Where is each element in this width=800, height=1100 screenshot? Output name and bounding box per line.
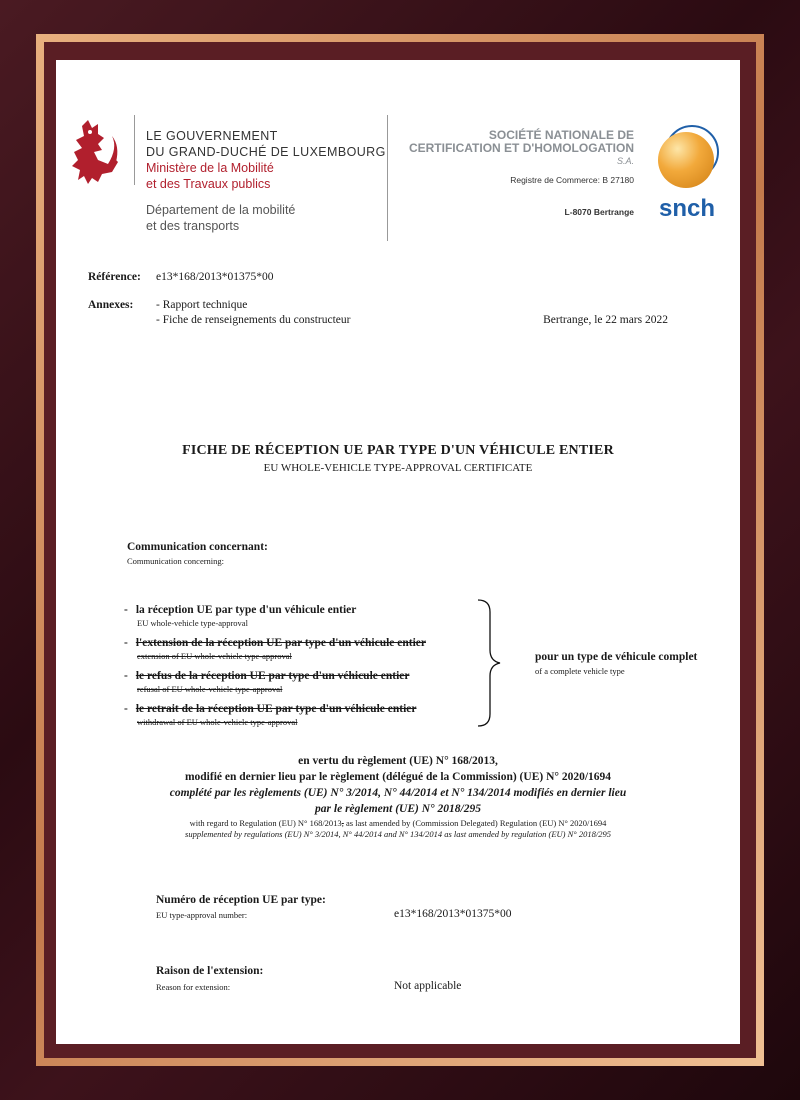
regulation-line5 xyxy=(56,818,740,828)
snch-line1: SOCIÉTÉ NATIONALE DE xyxy=(488,128,634,142)
item-en: EU whole-vehicle type-approval xyxy=(137,618,248,628)
communication-item xyxy=(124,666,409,694)
snch-sa: S.A. xyxy=(616,156,634,166)
certificate-document xyxy=(56,60,740,1044)
certificate-subtitle: EU WHOLE-VEHICLE TYPE-APPROVAL CERTIFICATE xyxy=(263,462,533,474)
header-divider-middle xyxy=(387,115,388,241)
reference-value: e13*168/2013*01375*00 xyxy=(156,271,274,283)
snch-logo xyxy=(652,124,722,219)
annexes-label: Annexes: xyxy=(88,299,134,311)
item-bullet: - xyxy=(124,670,128,682)
annex-1: - Rapport technique xyxy=(156,299,248,311)
ministry-line1: Ministère de la Mobilité xyxy=(146,161,274,175)
extension-value: Not applicable xyxy=(394,980,462,992)
gov-line2: DU GRAND-DUCHÉ DE LUXEMBOURG xyxy=(146,145,386,159)
regulation-line5-b: as last amended by (Commission Delegated) Regulation (EU) N° 2020/1694 xyxy=(343,818,607,828)
snch-line2: CERTIFICATION ET D'HOMOLOGATION xyxy=(408,141,634,155)
ministry-line2: et des Travaux publics xyxy=(146,177,271,191)
communication-item xyxy=(124,699,417,727)
snch-address: L-8070 Bertrange xyxy=(564,207,634,217)
certificate-title: FICHE DE RÉCEPTION UE PAR TYPE D'UN VÉHICULE ENTIER xyxy=(182,443,614,458)
item-fr: le refus de la réception UE par type d'un véhicule entier xyxy=(135,670,410,682)
item-bullet: - xyxy=(124,637,128,649)
snch-block xyxy=(396,129,634,217)
approval-label-en: EU type-approval number: xyxy=(156,910,248,920)
reference-label: Référence: xyxy=(88,271,141,283)
regulation-line3: complété par les règlements (UE) N° 3/2014, N° 44/2014 et N° 134/2014 modifiés en dernier lieu xyxy=(169,787,627,799)
vehicle-type-en: of a complete vehicle type xyxy=(535,666,625,676)
regulation-line1: en vertu du règlement (UE) N° 168/2013, xyxy=(298,755,498,767)
communication-item xyxy=(124,600,356,628)
item-fr: le retrait de la réception UE par type d'un véhicule entier xyxy=(135,703,417,715)
item-en: withdrawal of EU whole-vehicle type-approval xyxy=(137,717,298,727)
item-bullet: - xyxy=(124,604,128,616)
regulation-line2: modifié en dernier lieu par le règlement (délégué de la Commission) (UE) N° 2020/1694 xyxy=(184,771,612,783)
luxembourg-lion-logo xyxy=(68,118,122,188)
annex-2: - Fiche de renseignements du constructeur xyxy=(156,314,351,326)
communication-label-en: Communication concerning: xyxy=(127,556,225,566)
item-en: extension of EU whole-vehicle type-approval xyxy=(137,651,292,661)
extension-label-en: Reason for extension: xyxy=(156,982,231,992)
regulation-line5-strike: , xyxy=(341,818,344,828)
government-block xyxy=(146,128,386,234)
dept-line2: et des transports xyxy=(146,219,240,233)
regulation-line6: supplemented by regulations (EU) N° 3/2014, N° 44/2014 and N° 134/2014 as last amended by regulation (EU) N° 2018/295 xyxy=(185,829,611,839)
item-en: refusal of EU whole-vehicle type-approval xyxy=(137,684,283,694)
dept-line1: Département de la mobilité xyxy=(146,203,296,217)
communication-label: Communication concernant: xyxy=(127,541,268,553)
snch-logo-text: snch xyxy=(658,195,716,219)
header-divider-left xyxy=(134,115,135,185)
approval-label: Numéro de réception UE par type: xyxy=(156,894,326,906)
gov-line1: LE GOUVERNEMENT xyxy=(146,129,278,143)
item-fr: l'extension de la réception UE par type d'un véhicule entier xyxy=(135,637,426,649)
extension-label: Raison de l'extension: xyxy=(156,965,264,977)
vehicle-type-fr: pour un type de véhicule complet xyxy=(535,651,698,663)
regulation-line5-a: with regard to Regulation (EU) N° 168/2013 xyxy=(189,818,342,828)
communication-item xyxy=(124,633,426,661)
item-bullet: - xyxy=(124,703,128,715)
item-fr: la réception UE par type d'un véhicule entier xyxy=(135,604,357,616)
regulation-line4: par le règlement (UE) N° 2018/295 xyxy=(315,803,481,815)
registre-commerce: Registre de Commerce: B 27180 xyxy=(510,175,634,185)
approval-number: e13*168/2013*01375*00 xyxy=(394,908,512,920)
place-date: Bertrange, le 22 mars 2022 xyxy=(543,314,668,326)
right-brace xyxy=(476,598,506,728)
